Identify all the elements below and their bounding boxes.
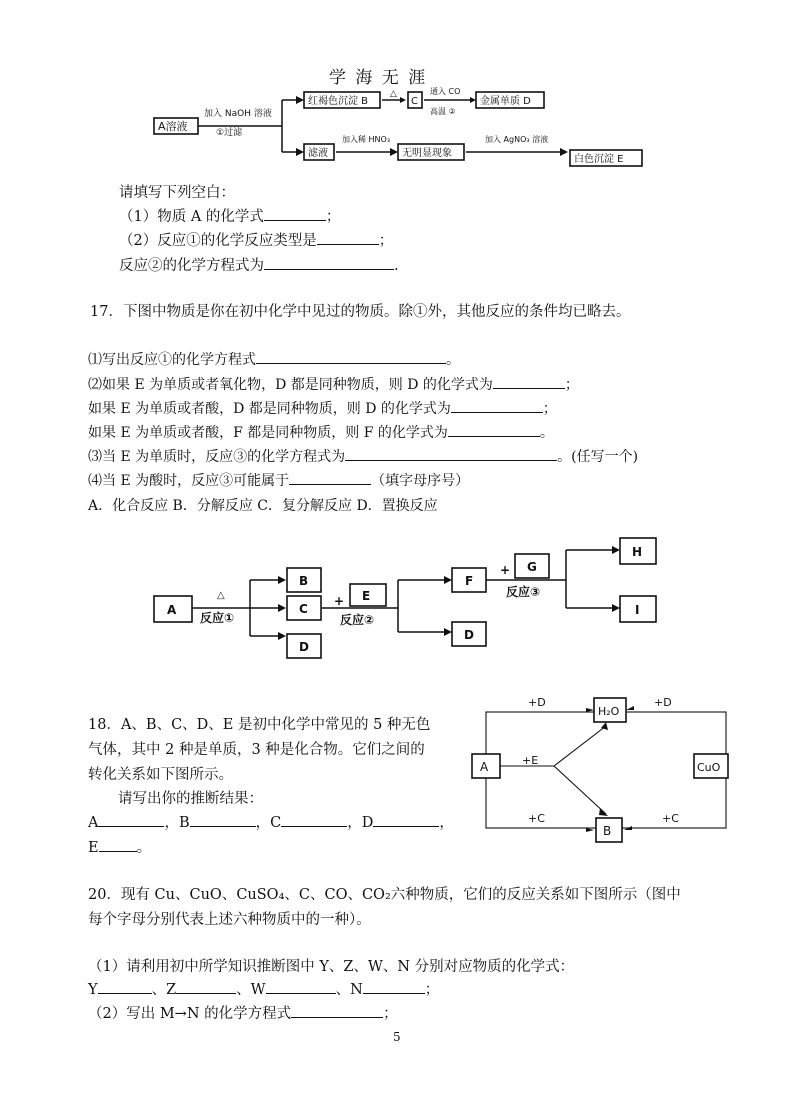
- q16-delta: △: [390, 89, 397, 99]
- q16-step1: 加入 NaOH 溶液: [204, 109, 272, 119]
- q17-answer5-blank[interactable]: [345, 446, 557, 461]
- q17-line6-text: ⑷当 E 为酸时，反应③可能属于: [88, 473, 290, 489]
- q16-label-e: 白色沉淀 E: [574, 154, 624, 165]
- q16-label-noeffect: 无明显现象: [402, 148, 452, 159]
- q18-answers: A ，B ，C ，D ，: [88, 811, 454, 832]
- q17-line4: 如果 E 为单质或者酸，F 都是同种物质，则 F 的化学式为 。: [88, 422, 554, 442]
- q20-mn-blank[interactable]: [291, 1003, 383, 1018]
- page-number: 5: [393, 1030, 401, 1044]
- page-header-title: 学 海 无 涯: [329, 68, 428, 88]
- q18-answer-e: E 。: [88, 836, 151, 857]
- q18-cycle-diagram: [468, 690, 748, 850]
- q18-plusc-left: +C: [528, 812, 545, 825]
- q16-step1b: ①过滤: [216, 128, 243, 138]
- q18-plusc-right: +C: [662, 812, 679, 825]
- q18-d-blank[interactable]: [373, 812, 439, 827]
- q17-r3: 反应③: [506, 585, 541, 599]
- q16-label-a: A溶液: [158, 120, 188, 133]
- q16-hno3: 加入稀 HNO₃: [342, 135, 391, 144]
- q16-answer3-blank[interactable]: [264, 255, 394, 270]
- q17-line2: ⑵如果 E 为单质或者氧化物，D 都是同种物质，则 D 的化学式为 ；: [88, 374, 579, 394]
- q18-e-label: E: [88, 840, 99, 856]
- q17-label-d2: D: [464, 628, 474, 642]
- q16-agno3: 加入 AgNO₃ 溶液: [485, 135, 549, 144]
- q17-line4-text: 如果 E 为单质或者酸，F 都是同种物质，则 F 的化学式为: [88, 425, 448, 441]
- q20-z-blank[interactable]: [176, 979, 236, 994]
- q18-pluse: +E: [522, 754, 539, 767]
- q17-line3-text: 如果 E 为单质或者酸，D 都是同种物质，则 D 的化学式为: [88, 401, 451, 417]
- q17-label-f: F: [465, 574, 474, 588]
- q16-line2: （2）反应①的化学反应类型是 ；: [119, 229, 393, 250]
- q18-line3: 转化关系如下图所示。: [88, 767, 233, 783]
- q20-y-label: Y: [88, 982, 98, 998]
- q17-options: A．化合反应 B．分解反应 C．复分解反应 D．置换反应: [88, 498, 438, 514]
- q17-plus1: +: [334, 594, 345, 608]
- q18-line2: 气体，其中 2 种是单质，3 种是化合物。它们之间的: [88, 742, 425, 758]
- q18-c-blank[interactable]: [281, 812, 347, 827]
- q16-flow-diagram: [150, 86, 670, 168]
- q17-line1: ⑴写出反应①的化学方程式 。: [88, 349, 460, 369]
- q17-label-d: D: [299, 640, 309, 654]
- q18-c-label: C: [270, 815, 282, 831]
- q16-line1-text: （1）物质 A 的化学式: [119, 209, 264, 225]
- q17-line3: 如果 E 为单质或者酸，D 都是同种物质，则 D 的化学式为 ；: [88, 398, 557, 418]
- q20-n-label: N: [350, 982, 363, 998]
- q16-label-filtrate: 滤液: [308, 148, 328, 159]
- q16-line1: （1）物质 A 的化学式 ；: [119, 205, 340, 226]
- q17-label-b: B: [299, 574, 309, 588]
- q20-line5: （2）写出 M→N 的化学方程式 ；: [88, 1002, 398, 1023]
- q16-answer2-blank[interactable]: [317, 230, 379, 245]
- q18-label-h2o: H₂O: [598, 705, 620, 718]
- q16-line3: 反应②的化学方程式为 .: [119, 254, 399, 275]
- q17-answer4-blank[interactable]: [448, 422, 540, 437]
- q16-co: 通入 CO: [430, 87, 461, 96]
- q20-y-blank[interactable]: [98, 979, 152, 994]
- q18-label-b: B: [603, 824, 612, 838]
- q18-d-label: D: [361, 815, 374, 831]
- q17-label-h: H: [632, 545, 643, 559]
- q17-answer3-blank[interactable]: [451, 398, 543, 413]
- q17-title: 17．下图中物质是你在初中化学中见过的物质。除①外，其他反应的条件均已略去。: [90, 304, 631, 320]
- q17-answer2-blank[interactable]: [493, 374, 565, 389]
- q20-w-blank[interactable]: [266, 979, 336, 994]
- q17-r2: 反应②: [340, 613, 375, 627]
- q18-b-blank[interactable]: [190, 812, 256, 827]
- q17-answer6-blank[interactable]: [289, 470, 371, 485]
- q18-line4: 请写出你的推断结果：: [118, 791, 263, 807]
- q17-label-e: E: [362, 589, 371, 603]
- q17-line2-text: ⑵如果 E 为单质或者氧化物，D 都是同种物质，则 D 的化学式为: [88, 377, 493, 393]
- q18-label-cuo: CuO: [697, 761, 721, 774]
- q18-plusd-right: +D: [654, 696, 672, 709]
- q18-a-label: A: [88, 815, 99, 831]
- q17-delta: △: [217, 590, 225, 601]
- q20-line2: 每个字母分别代表上述六种物质中的一种）。: [88, 912, 371, 928]
- q17-flow-diagram: [150, 536, 670, 666]
- q17-label-i: I: [635, 603, 640, 617]
- q20-n-blank[interactable]: [363, 979, 425, 994]
- q17-line1-text: ⑴写出反应①的化学方程式: [88, 352, 256, 368]
- q16-label-d: 金属单质 D: [480, 96, 531, 107]
- q17-answer1-blank[interactable]: [256, 349, 446, 364]
- q17-plus2: +: [500, 563, 511, 577]
- q18-plusd-left: +D: [528, 696, 546, 709]
- q18-label-a: A: [480, 760, 489, 774]
- q16-intro: 请填写下列空白：: [119, 185, 235, 201]
- q17-label-a: A: [167, 603, 177, 617]
- q17-label-g: G: [527, 560, 537, 574]
- q17-line6: [88, 470, 469, 490]
- q18-a-blank[interactable]: [98, 812, 164, 827]
- q20-line5-text: （2）写出 M→N 的化学方程式: [88, 1006, 292, 1022]
- q20-z-label: Z: [166, 982, 177, 998]
- q16-label-c: C: [411, 96, 418, 107]
- q17-r1: 反应①: [200, 611, 235, 625]
- q20-answers: Y 、Z 、W 、N ；: [88, 978, 439, 999]
- q18-e-blank[interactable]: [99, 837, 137, 852]
- q17-line5: [88, 446, 638, 466]
- q16-line2-text: （2）反应①的化学反应类型是: [119, 233, 317, 249]
- q20-line3: （1）请利用初中所学知识推断图中 Y、Z、W、N 分别对应物质的化学式：: [88, 959, 575, 975]
- q17-line5-text: ⑶当 E 为单质时，反应③的化学方程式为: [88, 449, 346, 465]
- q17-line6-suffix: （填字母序号）: [371, 473, 470, 489]
- q16-line3-text: 反应②的化学方程式为: [119, 258, 264, 274]
- q18-line1: 18．A、B、C、D、E 是初中化学中常见的 5 种无色: [88, 717, 431, 733]
- q17-line5-suffix: 。(任写一个): [557, 449, 639, 465]
- q16-label-b: 红褐色沉淀 B: [308, 96, 369, 107]
- q18-b-label: B: [178, 815, 190, 831]
- q20-line1: 20．现有 Cu、CuO、CuSO₄、C、CO、CO₂六种物质，它们的反应关系如下图所示（图中: [88, 887, 681, 903]
- q17-label-c: C: [299, 602, 308, 616]
- q16-co2: 高温 ②: [430, 107, 456, 116]
- q16-answer1-blank[interactable]: [264, 206, 326, 221]
- q20-w-label: W: [250, 982, 266, 998]
